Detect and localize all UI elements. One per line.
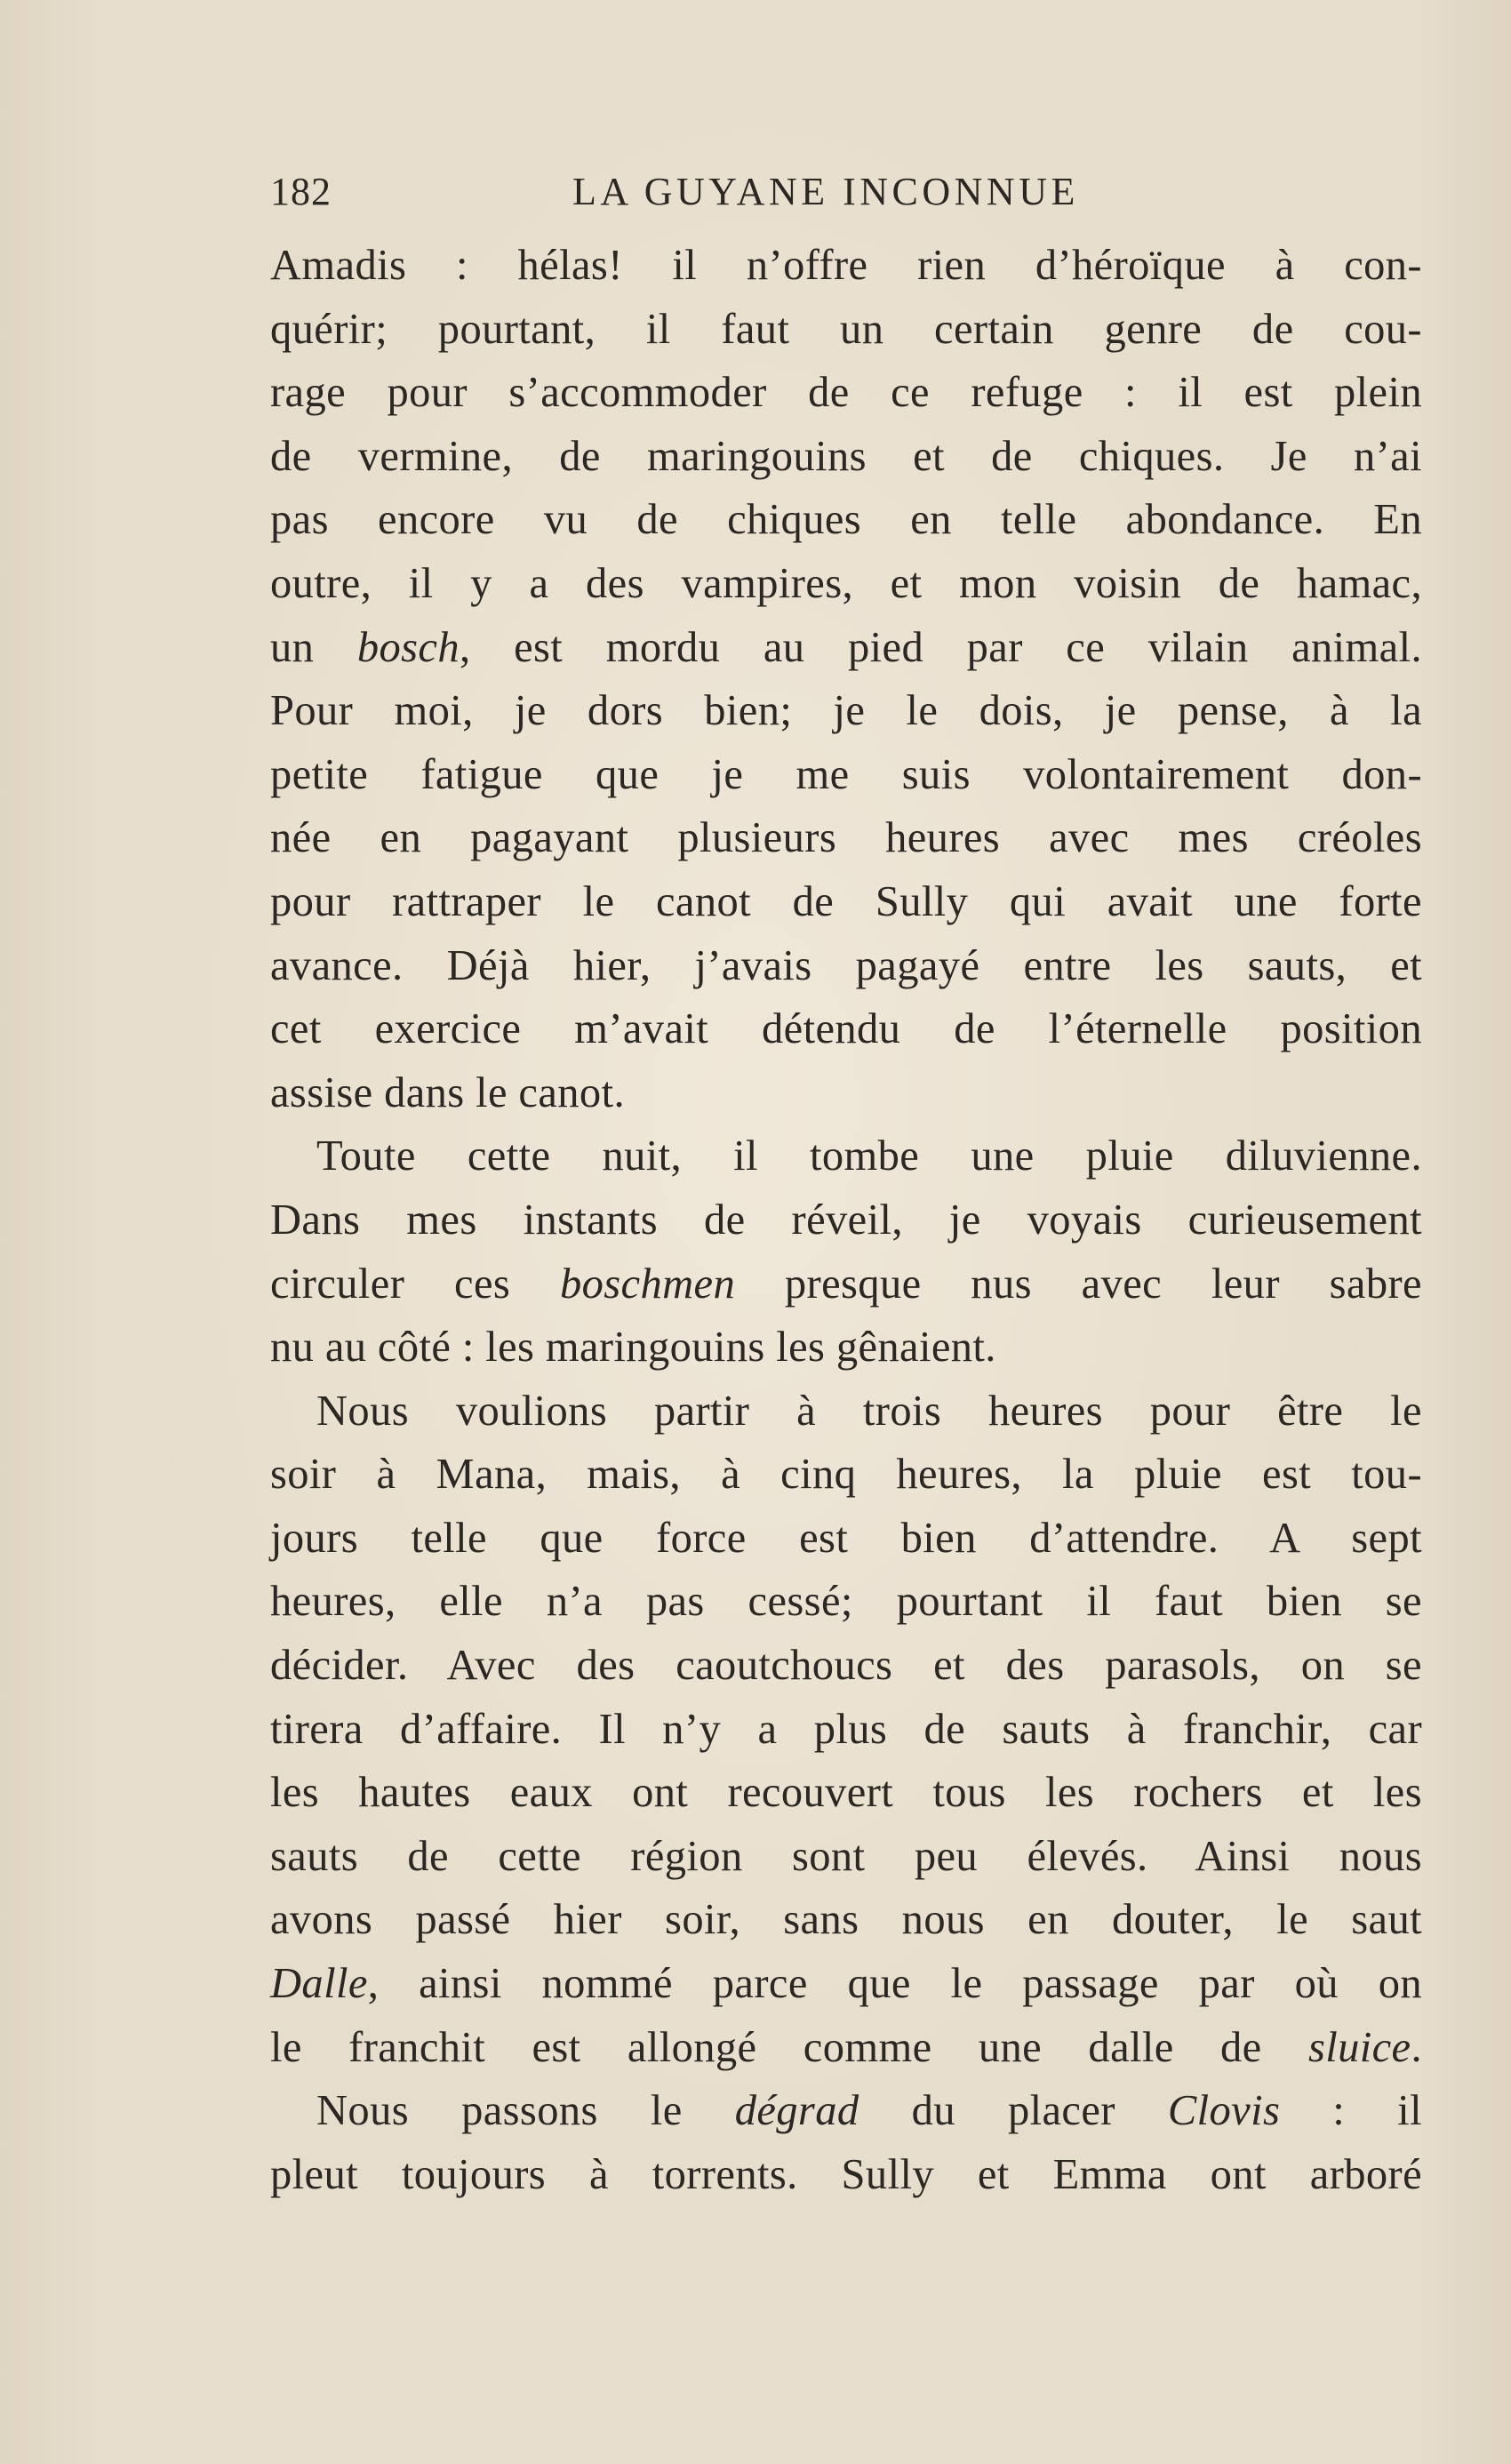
text-segment: sauts de cette région sont peu élevés. Ainsi nous: [270, 1832, 1422, 1880]
text-line: [270, 616, 1422, 680]
text-line: [270, 743, 1422, 807]
text-segment: avons passé hier soir, sans nous en douter, le saut: [270, 1896, 1422, 1944]
text-segment: avance. Déjà hier, j’avais pagayé entre les sauts, et: [270, 941, 1422, 989]
text-segment: : il: [1280, 2087, 1422, 2135]
text-segment: de vermine, de maringouins et de chiques. Je n’ai: [270, 432, 1422, 480]
text-segment: Amadis : hélas! il n’offre rien d’héroïque à con-: [270, 242, 1422, 289]
text-segment: jours telle que force est bien d’attendre. A sept: [270, 1514, 1422, 1562]
text-line: [270, 234, 1422, 298]
text-line: [270, 1252, 1422, 1316]
text-line: [270, 2016, 1422, 2080]
text-segment: petite fatigue que je me suis volontairement don-: [270, 750, 1422, 798]
text-segment: outre, il y a des vampires, et mon voisin de hamac,: [270, 559, 1422, 607]
text-line: [270, 1952, 1422, 2016]
text-line: [270, 1380, 1422, 1444]
text-segment: pour rattraper le canot de Sully qui avait une forte: [270, 877, 1422, 925]
text-line: [270, 679, 1422, 743]
italic-text-segment: dégrad: [734, 2087, 859, 2135]
text-line: [270, 2079, 1422, 2143]
text-segment: le franchit est allongé comme une dalle de: [270, 2023, 1308, 2071]
page-number: 182: [270, 170, 332, 213]
text-segment: Dans mes instants de réveil, je voyais curieusement: [270, 1196, 1422, 1244]
text-line: [270, 361, 1422, 425]
text-line: [270, 1188, 1422, 1252]
running-title: LA GUYANE INCONNUE: [572, 170, 1079, 213]
text-segment: presque nus avec leur sabre: [735, 1260, 1422, 1308]
text-segment: assise dans le canot.: [270, 1068, 625, 1116]
text-line: [270, 870, 1422, 934]
text-segment: née en pagayant plusieurs heures avec mes créoles: [270, 814, 1422, 862]
text-segment: Pour moi, je dors bien; je le dois, je pense, à la: [270, 687, 1422, 735]
text-segment: décider. Avec des caoutchoucs et des parasols, on se: [270, 1642, 1422, 1690]
text-segment: cet exercice m’avait détendu de l’éternelle position: [270, 1005, 1422, 1053]
text-segment: Toute cette nuit, il tombe une pluie diluvienne.: [316, 1132, 1422, 1180]
text-line: [270, 1124, 1422, 1188]
text-segment: pleut toujours à torrents. Sully et Emma ont arboré: [270, 2150, 1422, 2198]
italic-text-segment: sluice: [1307, 2023, 1411, 2071]
text-line: [270, 488, 1422, 552]
text-line: [270, 1061, 1422, 1125]
text-segment: heures, elle n’a pas cessé; pourtant il faut bien se: [270, 1578, 1422, 1626]
text-line: [270, 552, 1422, 616]
text-line: [270, 1761, 1422, 1825]
italic-text-segment: Dalle: [270, 1960, 368, 2008]
body-text: [270, 234, 1422, 2206]
italic-text-segment: Clovis: [1167, 2087, 1281, 2135]
text-line: [270, 1570, 1422, 1634]
text-line: [270, 2143, 1422, 2207]
text-line: [270, 1825, 1422, 1889]
text-segment: tirera d’affaire. Il n’y a plus de sauts à franchir, car: [270, 1705, 1422, 1753]
text-segment: Nous passons le: [316, 2087, 735, 2135]
text-segment: , est mordu au pied par ce vilain animal.: [460, 623, 1423, 671]
text-line: [270, 1698, 1422, 1762]
italic-text-segment: boschmen: [559, 1260, 736, 1308]
text-line: [270, 806, 1422, 870]
text-line: [270, 997, 1422, 1061]
text-segment: les hautes eaux ont recouvert tous les rochers et les: [270, 1769, 1422, 1817]
text-segment: quérir; pourtant, il faut un certain genre de cou-: [270, 305, 1422, 353]
text-segment: Nous voulions partir à trois heures pour être le: [316, 1387, 1422, 1435]
page-header: [270, 169, 1422, 222]
text-line: [270, 1316, 1422, 1380]
text-segment: , ainsi nommé parce que le passage par où on: [367, 1960, 1422, 2008]
italic-text-segment: bosch: [356, 623, 460, 671]
text-line: [270, 1507, 1422, 1571]
text-segment: du placer: [859, 2087, 1168, 2135]
text-segment: .: [1411, 2023, 1422, 2071]
text-segment: circuler ces: [270, 1260, 560, 1308]
text-segment: nu au côté : les maringouins les gênaient.: [270, 1324, 996, 1372]
text-line: [270, 298, 1422, 362]
text-line: [270, 934, 1422, 998]
text-segment: soir à Mana, mais, à cinq heures, la pluie est tou-: [270, 1451, 1422, 1499]
text-segment: rage pour s’accommoder de ce refuge : il est plein: [270, 369, 1422, 417]
text-segment: un: [270, 623, 357, 671]
text-line: [270, 1888, 1422, 1952]
text-line: [270, 425, 1422, 489]
text-segment: pas encore vu de chiques en telle abondance. En: [270, 496, 1422, 544]
text-line: [270, 1443, 1422, 1507]
text-line: [270, 1634, 1422, 1698]
